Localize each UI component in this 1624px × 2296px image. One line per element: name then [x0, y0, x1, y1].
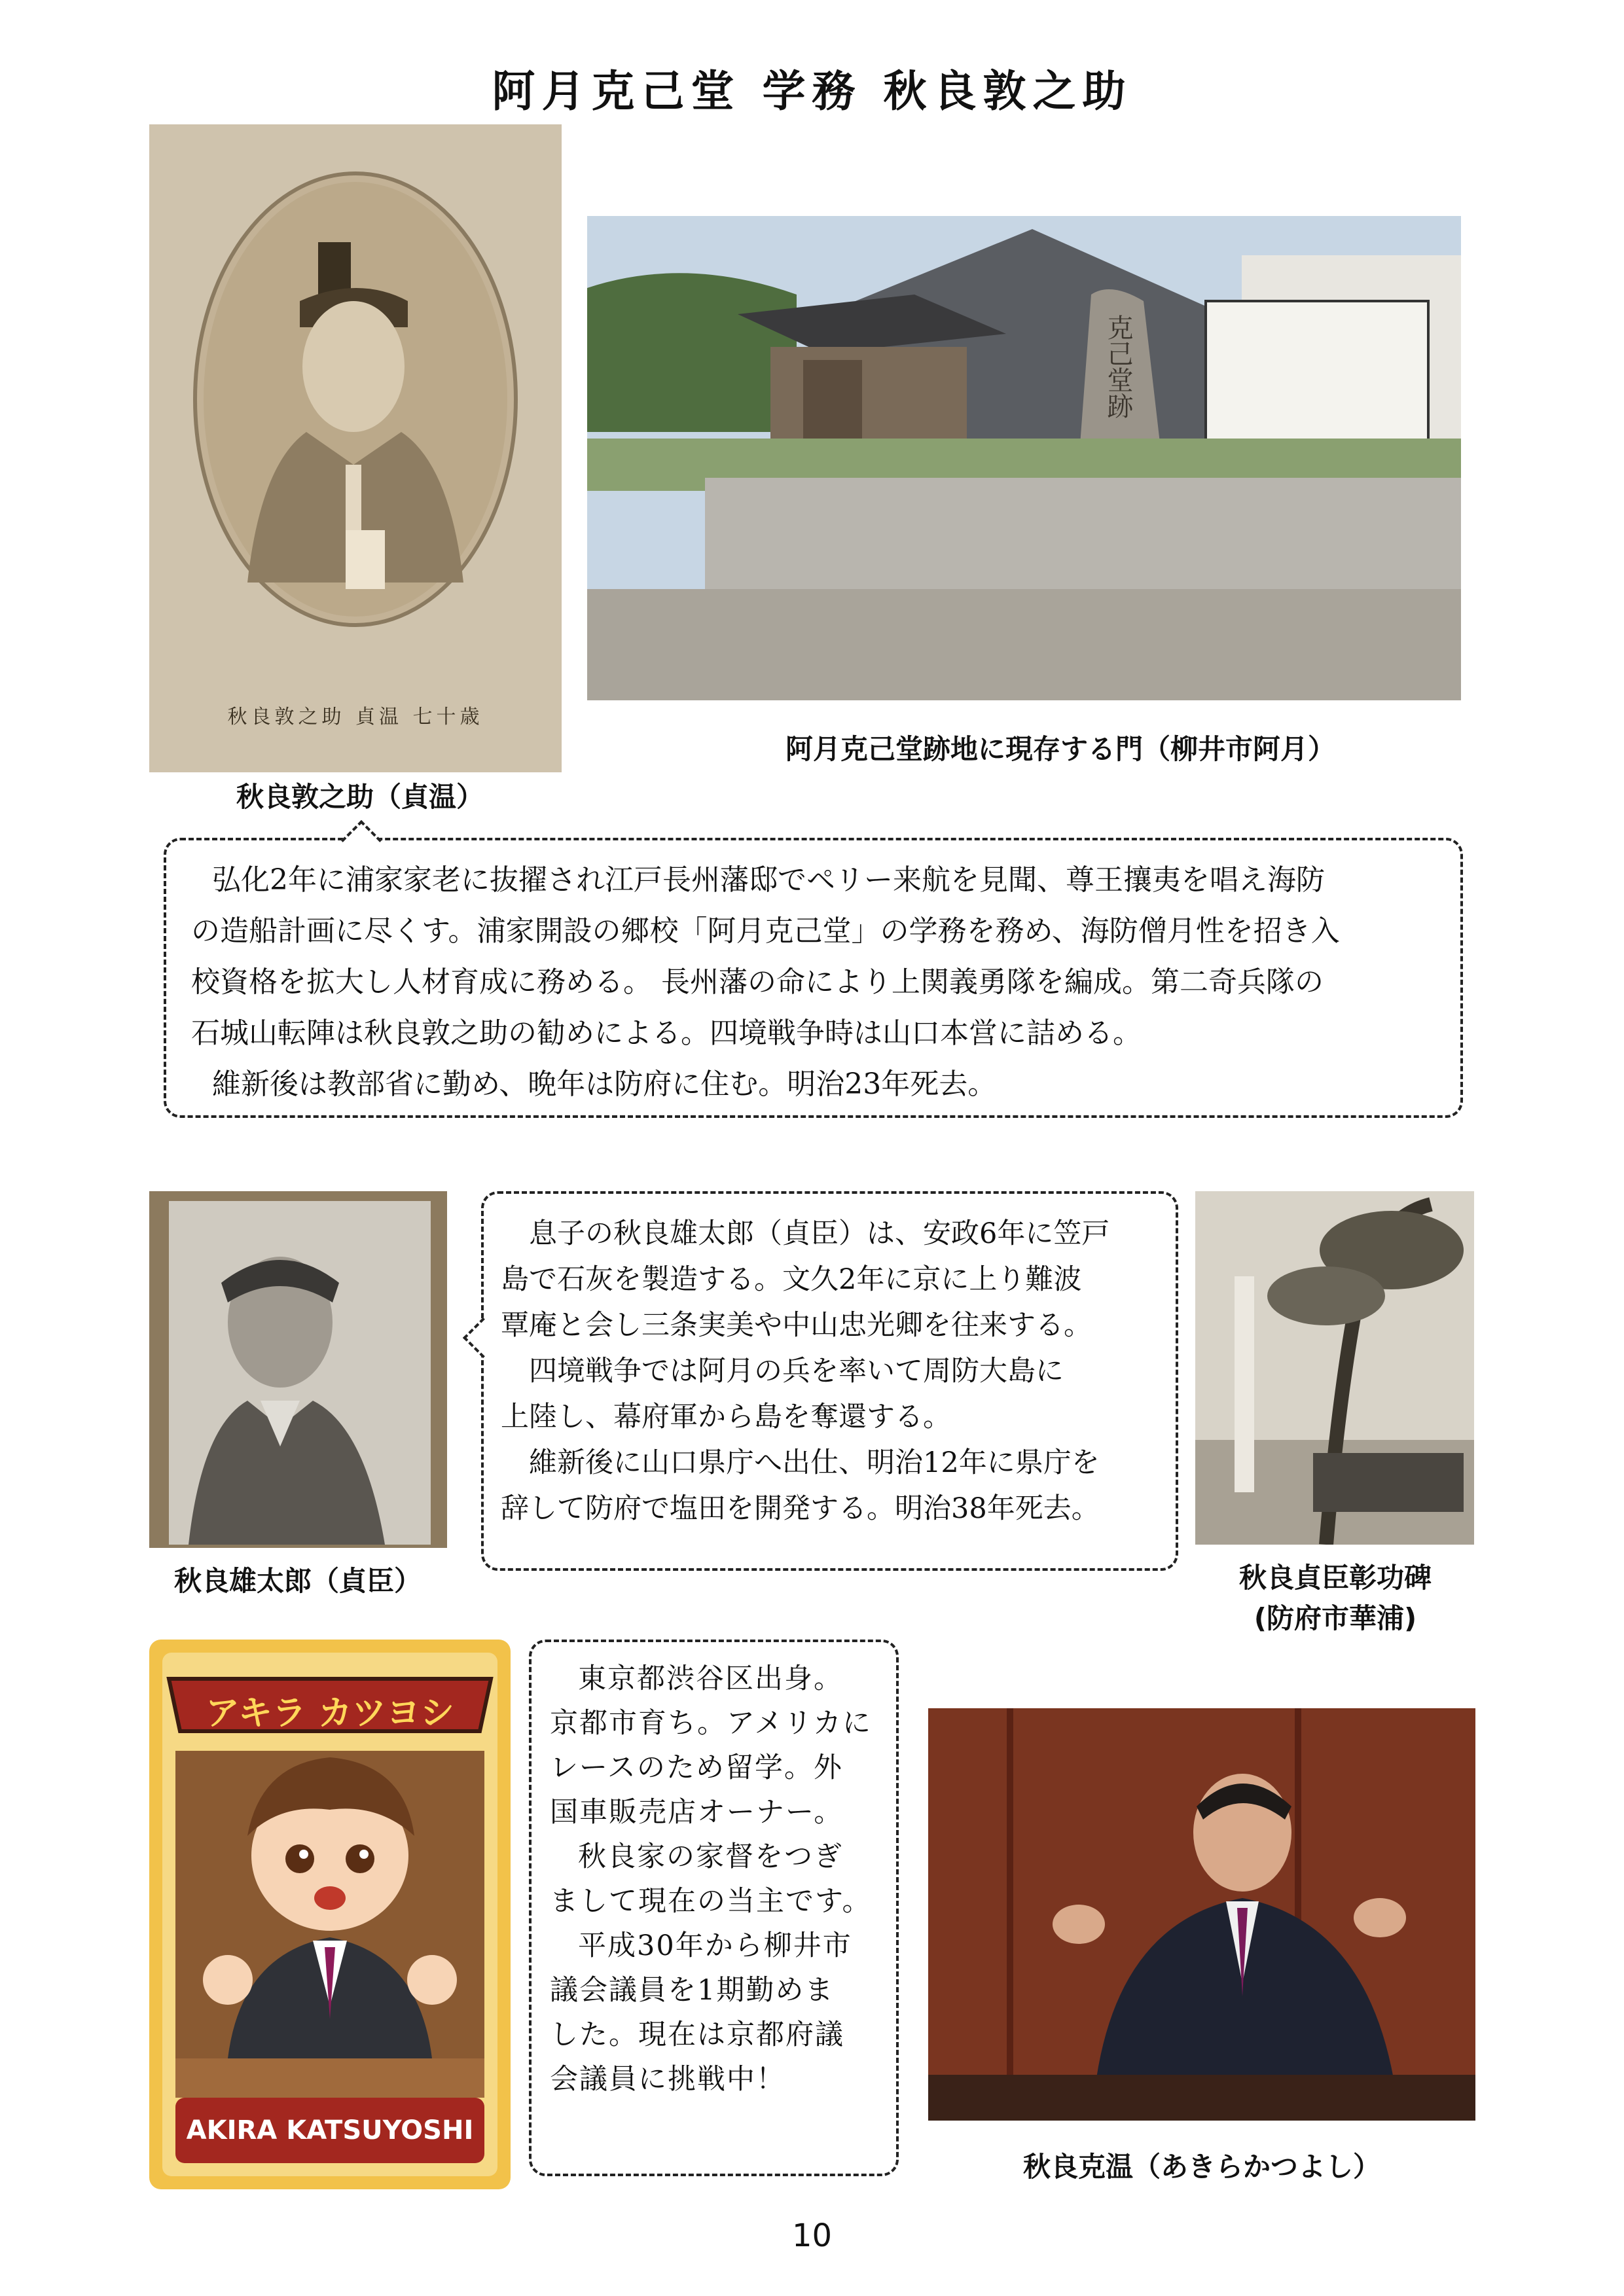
monument-caption-line2: (防府市華浦) — [1254, 1602, 1417, 1634]
text-line: 議会議員を1期勤めま — [550, 1974, 835, 2007]
text-line: 石城山転陣は秋良敦之助の勧めによる。四境戦争時は山口本営に詰める。 — [191, 1016, 1142, 1050]
portrait-inscription: 秋良敦之助 貞温 七十歳 — [227, 706, 484, 728]
text-line: 覃庵と会し三条実美や中山忠光卿を往来する。 — [501, 1309, 1092, 1342]
text-line: 上陸し、幕府軍から島を奪還する。 — [501, 1401, 951, 1433]
text-line: 平成30年から柳井市 — [578, 1929, 852, 1962]
text-line: 校資格を拡大し人材育成に務める。 長州藩の命により上関義勇隊を編成。第二奇兵隊の — [191, 965, 1324, 999]
portrait-akira-atsunosuke — [149, 124, 562, 772]
photo-kokkido-gate — [587, 216, 1461, 700]
portrait-akira-yutaro — [149, 1191, 447, 1548]
text-box-katsuyoshi — [529, 1640, 899, 2176]
text-line: 維新後は教部省に勤め、晩年は防府に住む。明治23年死去。 — [212, 1067, 997, 1101]
text-line: 会議員に挑戦中！ — [550, 2063, 785, 2096]
monument-caption — [1178, 1558, 1492, 1639]
page-title: 阿月克己堂 学務 秋良敦之助 — [492, 66, 1132, 117]
gate-caption: 阿月克己堂跡地に現存する門（柳井市阿月） — [785, 733, 1335, 765]
text-line: 辞して防府で塩田を開発する。明治38年死去。 — [501, 1492, 1100, 1525]
text-line: 弘化2年に浦家家老に抜擢され江戸長州藩邸でペリー来航を見聞、尊王攘夷を唱え海防 — [212, 863, 1325, 897]
text-line: した。現在は京都府議 — [550, 2018, 844, 2051]
character-card — [149, 1640, 511, 2189]
page-number: 10 — [791, 2217, 833, 2254]
portrait-caption: 秋良敦之助（貞温） — [236, 781, 484, 813]
text-line: 東京都渋谷区出身。 — [578, 1662, 843, 1695]
card-title: アキラ カツヨシ — [205, 1694, 455, 1733]
monument-caption-line1: 秋良貞臣彰功碑 — [1238, 1562, 1432, 1594]
text-line: 四境戦争では阿月の兵を率いて周防大島に — [529, 1355, 1064, 1388]
text-line: まして現在の当主です。 — [550, 1885, 872, 1918]
stone-inscription: 克己堂跡 — [1103, 314, 1133, 419]
photo-katsuyoshi — [928, 1708, 1475, 2121]
text-line: レースのため留学。外 — [550, 1751, 843, 1784]
text-box-yutaro — [481, 1191, 1178, 1571]
text-line: 秋良家の家督をつぎ — [578, 1840, 843, 1873]
portrait-caption-yutaro: 秋良雄太郎（貞臣） — [173, 1565, 422, 1597]
photo-caption-katsuyoshi: 秋良克温（あきらかつよし） — [1022, 2151, 1380, 2183]
text-line: 維新後に山口県庁へ出仕、明治12年に県庁を — [529, 1446, 1100, 1479]
text-line: 息子の秋良雄太郎（貞臣）は、安政6年に笠戸 — [529, 1217, 1110, 1250]
text-line: 国車販売店オーナー。 — [550, 1796, 844, 1829]
text-line: 京都市育ち。アメリカに — [550, 1707, 872, 1740]
text-box-atsunosuke — [164, 838, 1463, 1118]
text-line: の造船計画に尽くす。浦家開設の郷校「阿月克己堂」の学務を務め、海防僧月性を招き入 — [191, 914, 1340, 948]
text-line: 島で石灰を製造する。文久2年に京に上り難波 — [501, 1263, 1082, 1296]
card-name: AKIRA KATSUYOSHI — [186, 2115, 474, 2145]
photo-monument — [1195, 1191, 1474, 1545]
